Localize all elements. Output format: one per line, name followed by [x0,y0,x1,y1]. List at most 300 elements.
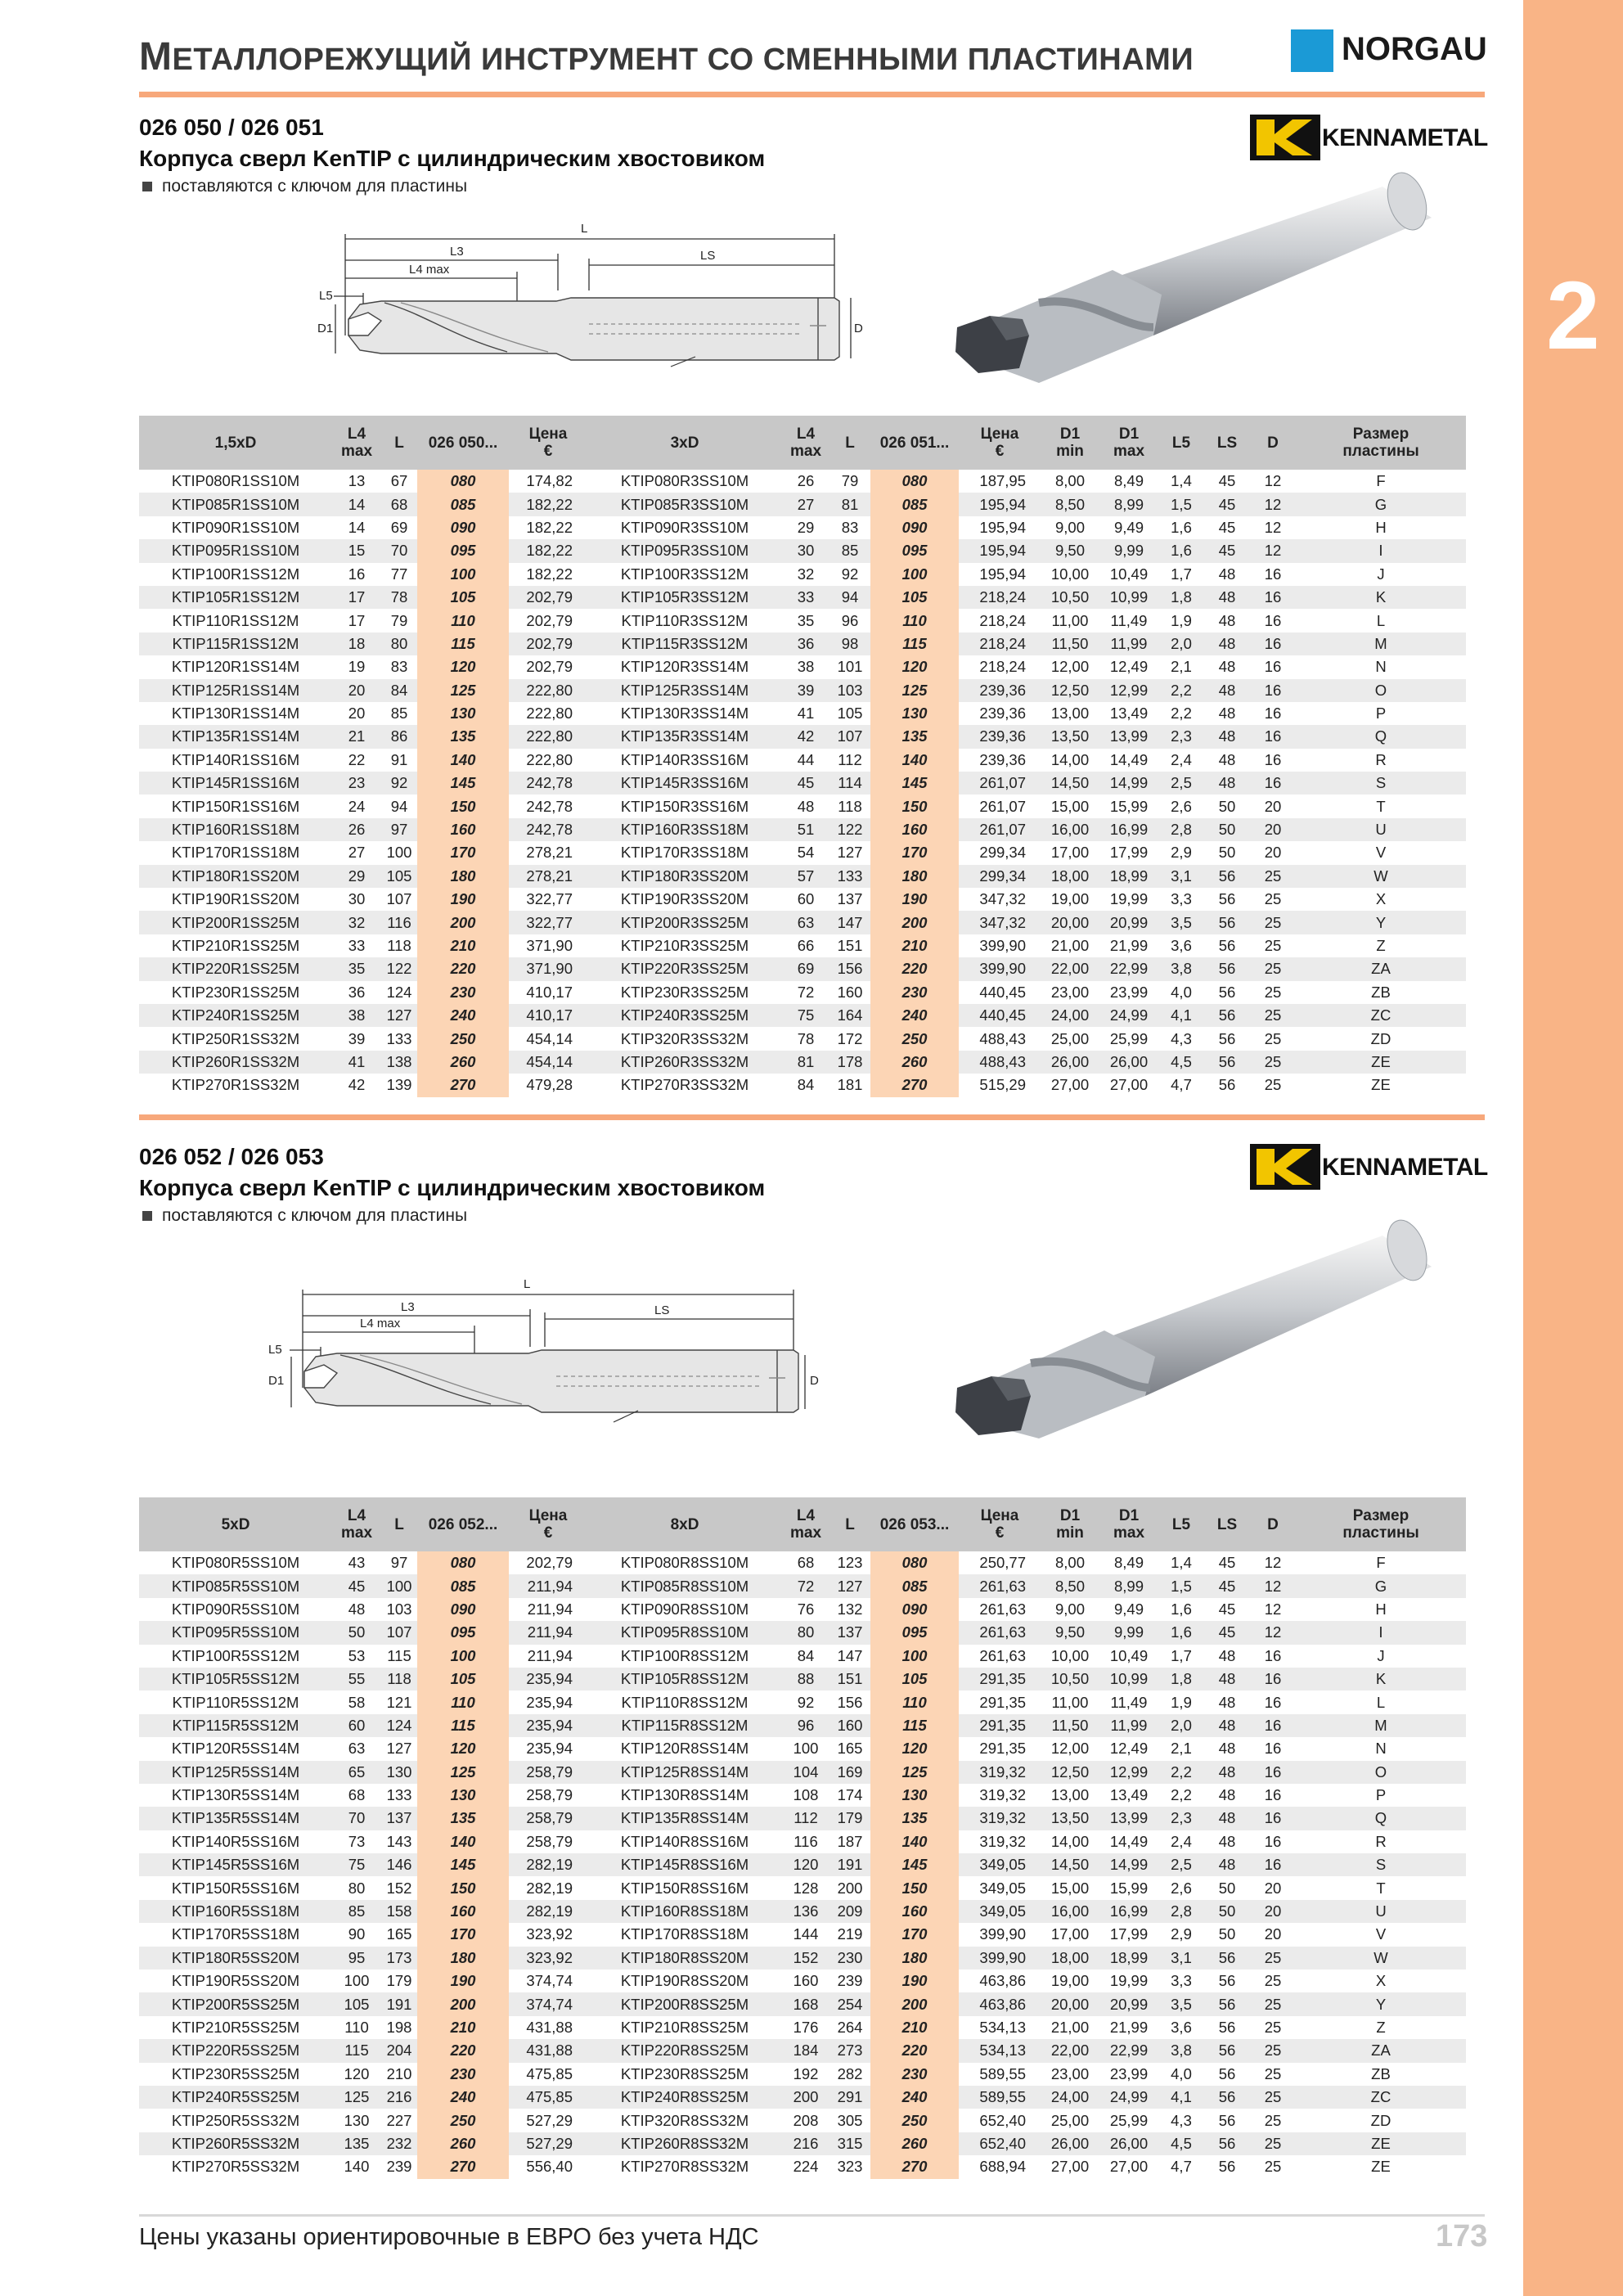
table-cell: 10,99 [1099,1668,1158,1690]
table-cell: 1,6 [1158,539,1204,562]
table-cell: 2,4 [1171,1832,1192,1850]
order-code-cell: 100 [870,1645,959,1668]
table-cell: KTIP160R3SS18M [587,818,782,841]
order-code-cell: 190 [417,1970,509,1992]
table-cell: KTIP115R1SS12M [139,633,332,655]
table-cell: 14 [348,518,366,536]
table-cell: KTIP210R1SS25M [171,937,300,954]
table-cell: 146 [381,1853,417,1876]
table-cell: 151 [829,1668,870,1690]
table-cell: 54 [797,844,815,862]
table-cell: 218,24 [959,586,1041,609]
table-cell: 187,95 [979,472,1026,490]
table-cell: 17,00 [1050,1925,1090,1943]
order-code-cell: 110 [870,609,959,632]
table-cell: 349,05 [959,1900,1041,1923]
bullet-square-icon [142,182,152,191]
table-cell: 202,79 [526,611,573,629]
table-cell: 77 [390,565,408,583]
table-cell: 45 [1204,493,1250,515]
table-cell: W [1296,865,1466,888]
table-cell: 12,00 [1050,658,1090,676]
table-cell: 48 [1218,1646,1236,1664]
table-cell: 3,5 [1158,1992,1204,2015]
table-cell: KTIP090R8SS10M [620,1600,749,1618]
table-cell: 95 [332,1947,381,1970]
table-cell: 38 [797,658,815,676]
table-cell: 127 [386,1740,412,1758]
table-cell: 224 [793,2158,819,2176]
order-code-cell: 190 [417,888,509,911]
table-cell: 299,34 [979,844,1026,862]
table-cell: 53 [348,1646,366,1664]
table-cell: 12 [1264,1554,1282,1572]
table-cell: 9,50 [1041,539,1099,562]
table-cell: KTIP120R3SS14M [620,658,749,676]
table-cell: 90 [348,1925,366,1943]
table-cell: 42 [348,1076,366,1094]
table-cell: 16,00 [1041,818,1099,841]
table-cell: 200 [782,2086,829,2109]
table-cell: 488,43 [959,1051,1041,1074]
column-header: L [829,416,870,470]
table-cell: 235,94 [509,1668,587,1690]
order-code-cell: 080 [870,1551,959,1574]
table-cell: 63 [348,1740,366,1758]
table-cell: 80 [348,1879,366,1897]
table-cell: 319,32 [979,1786,1026,1804]
table-cell: 2,8 [1158,818,1204,841]
dim-label-D: D [810,1374,819,1388]
table-cell: 26 [332,818,381,841]
table-cell: 10,49 [1109,1646,1149,1664]
table-cell: 3,1 [1158,1947,1204,1970]
table-cell: 2,9 [1171,1925,1192,1943]
table-cell: 174,82 [526,472,573,490]
table-cell: KTIP125R8SS14M [587,1761,782,1784]
order-code-cell: 140 [417,749,509,772]
table-cell: 18,99 [1099,865,1158,888]
table-cell: KTIP180R8SS20M [587,1947,782,1970]
table-cell: KTIP190R5SS20M [171,1972,300,1990]
table-cell: 291,35 [959,1714,1041,1737]
table-cell: 187 [837,1832,863,1850]
column-header: Цена € [959,1497,1041,1551]
table-cell: 258,79 [509,1807,587,1830]
table-cell: 26,00 [1099,1051,1158,1074]
table-cell: 56 [1204,2132,1250,2155]
table-cell: 16 [1250,1807,1296,1830]
table-cell: 12 [1264,1600,1282,1618]
table-cell: 18,00 [1041,865,1099,888]
table-cell: 13,49 [1109,1786,1149,1804]
table-cell: KTIP145R5SS16M [139,1853,332,1876]
table-cell: 108 [793,1786,819,1804]
table-cell: 32 [332,911,381,934]
table-cell: KTIP270R1SS32M [171,1076,300,1094]
table-cell: 13,49 [1109,705,1149,723]
table-cell: 12,50 [1041,679,1099,702]
table-cell: 25 [1250,957,1296,980]
table-cell: 100 [793,1740,819,1758]
table-cell: 97 [381,818,417,841]
table-cell: 98 [829,633,870,655]
table-cell: 50 [1218,1925,1236,1943]
table-cell: 25 [1250,911,1296,934]
table-cell: 160 [837,983,863,1001]
table-cell: KTIP200R1SS25M [139,911,332,934]
table-cell: 139 [386,1076,412,1094]
table-cell: 25 [1264,983,1282,1001]
table-cell: 151 [837,937,863,954]
table-cell: 14,99 [1099,1853,1158,1876]
table-cell: 23,99 [1109,2064,1149,2082]
table-cell: ZC [1296,1004,1466,1027]
table-cell: 4,7 [1171,1076,1192,1094]
table-cell: KTIP145R3SS16M [587,772,782,795]
column-header: L [381,1497,417,1551]
table-cell: KTIP240R3SS25M [587,1004,782,1027]
table-cell: 78 [797,1029,815,1047]
table-cell: KTIP130R3SS14M [620,705,749,723]
table-cell: 96 [841,611,859,629]
table-cell: KTIP090R3SS10M [620,518,749,536]
table-cell: KTIP160R8SS18M [587,1900,782,1923]
table-cell: KTIP320R3SS32M [620,1029,749,1047]
order-code-cell: 270 [870,1074,959,1096]
table-cell: 1,7 [1171,565,1192,583]
table-cell: 261,63 [959,1621,1041,1644]
table-cell: 48 [1204,633,1250,655]
table-cell: 45 [1204,1621,1250,1644]
table-cell: 250,77 [979,1554,1026,1572]
table-cell: 120 [344,2064,370,2082]
table-cell: 211,94 [527,1600,573,1618]
column-header: 1,5xD [139,416,332,470]
table-cell: 16 [1264,1786,1282,1804]
table-row [139,1027,1466,1050]
order-code-cell: 170 [870,841,959,864]
table-cell: 130 [381,1761,417,1784]
table-cell: 135 [332,2132,381,2155]
table-cell: 347,32 [959,911,1041,934]
table-cell: J [1377,1646,1385,1664]
table-cell: 25 [1250,1947,1296,1970]
table-cell: R [1375,750,1387,768]
table-cell: 130 [344,2111,370,2129]
table-cell: 20 [348,705,366,723]
table-cell: 2,1 [1171,1740,1192,1758]
table-cell: 21,99 [1109,937,1149,954]
table-cell: 57 [782,865,829,888]
table-cell: 158 [381,1900,417,1923]
table-row [139,1947,1466,1970]
table-cell: 165 [386,1925,412,1943]
table-cell: 399,90 [959,1947,1041,1970]
table-cell: 195,94 [959,493,1041,515]
table-cell: 79 [841,472,859,490]
table-row [139,1690,1466,1713]
table-cell: 16 [1264,1693,1282,1711]
table-cell: KTIP250R1SS32M [171,1029,300,1047]
table-cell: 179 [829,1807,870,1830]
table-cell: L [1376,1693,1386,1711]
order-code-cell: 200 [417,911,509,934]
column-header: 3xD [587,416,782,470]
kennametal-logo-text: KENNAMETAL [1322,124,1488,151]
table-cell: 195,94 [959,539,1041,562]
column-header: LS [1204,1497,1250,1551]
order-code-cell: 105 [870,586,959,609]
table-cell: 192 [793,2064,819,2082]
table-cell: 1,9 [1171,611,1192,629]
order-code-cell: 210 [870,934,959,957]
order-code-cell: 100 [417,563,509,586]
table-cell: 147 [837,1646,863,1664]
table-cell: P [1375,705,1387,723]
table-cell: 50 [1218,844,1236,862]
table-cell: 56 [1218,2111,1236,2129]
table-cell: X [1375,890,1387,908]
table-cell: KTIP210R5SS25M [171,2019,300,2036]
table-cell: 258,79 [526,1832,573,1850]
table-row [139,1923,1466,1946]
table-cell: 43 [348,1554,366,1572]
table-cell: 349,05 [959,1853,1041,1876]
table-cell: 14,50 [1041,772,1099,795]
table-cell: 2,2 [1158,679,1204,702]
table-cell: KTIP080R8SS10M [620,1554,749,1572]
order-code-cell: 230 [417,981,509,1004]
table-row [139,1074,1466,1096]
section2-note [142,1206,467,1226]
table-cell: KTIP100R3SS12M [620,565,749,583]
drill-dimension-diagram-2 [262,1265,834,1429]
table-cell: 261,63 [979,1646,1026,1664]
dim-label-D: D [854,322,863,335]
table-cell: 16 [1264,1832,1282,1850]
table-cell: 239,36 [979,750,1026,768]
table-cell: KTIP200R5SS25M [139,1992,332,2015]
table-cell: 515,29 [979,1076,1026,1094]
table-cell: 11,50 [1041,633,1099,655]
table-cell: 152 [386,1879,412,1897]
table-cell: 12,50 [1041,1761,1099,1784]
table-cell: 27,00 [1109,1076,1149,1094]
table-cell: 30 [348,890,366,908]
table-row [139,1051,1466,1074]
table-cell: 35 [797,611,815,629]
table-cell: 16 [1250,725,1296,748]
table-cell: KTIP095R5SS10M [139,1621,332,1644]
table-cell: 1,6 [1171,518,1192,536]
order-code-cell: 150 [870,1876,959,1899]
table-cell: 110 [344,2019,369,2036]
table-cell: 282 [837,2064,863,2082]
table-cell: 218,24 [979,658,1026,676]
table-cell: 10,50 [1041,586,1099,609]
table-cell: 65 [332,1761,381,1784]
table-cell: 178 [829,1051,870,1074]
order-code-cell: 150 [417,1876,509,1899]
table-cell: 2,4 [1171,750,1192,768]
table-cell: 127 [381,1004,417,1027]
column-header: LS [1204,416,1250,470]
table-cell: O [1296,679,1466,702]
table-cell: 105 [837,705,863,723]
table-cell: 2,5 [1158,1853,1204,1876]
table-cell: 202,79 [509,586,587,609]
table-cell: J [1377,565,1385,583]
table-cell: 12,99 [1099,679,1158,702]
table-cell: W [1296,1947,1466,1970]
table-cell: 3,6 [1171,937,1192,954]
table-cell: 239,36 [959,679,1041,702]
table-cell: 9,99 [1099,539,1158,562]
table-cell: O [1296,1761,1466,1784]
table-cell: KTIP200R8SS25M [587,1992,782,2015]
table-cell: 322,77 [526,890,573,908]
order-code-cell: 100 [417,1645,509,1668]
table-cell: 174 [837,1786,863,1804]
table-cell: 33 [782,586,829,609]
table-cell: 56 [1218,2019,1236,2036]
table-cell: 156 [837,1693,863,1711]
table-cell: 15 [332,539,381,562]
kennametal-logo-text: KENNAMETAL [1322,1154,1488,1181]
table-cell: 144 [793,1925,819,1943]
table-cell: KTIP100R5SS12M [171,1646,300,1664]
order-code-cell: 085 [870,1574,959,1597]
table-cell: 125 [332,2086,381,2109]
table-cell: KTIP240R8SS25M [587,2086,782,2109]
table-cell: 17,99 [1109,844,1149,862]
order-code-cell: 145 [870,1853,959,1876]
table-cell: F [1376,1554,1386,1572]
table-cell: Q [1296,725,1466,748]
table-cell: KTIP085R1SS10M [139,493,332,515]
table-cell: 116 [381,911,417,934]
table-cell: F [1376,472,1386,490]
table-cell: KTIP260R8SS32M [587,2132,782,2155]
table-cell: 128 [793,1879,819,1897]
table-cell: 652,40 [979,2111,1026,2129]
table-cell: KTIP180R3SS20M [587,865,782,888]
kennametal-logo [1250,1144,1487,1190]
table-cell: 127 [837,844,863,862]
order-code-cell: 130 [417,702,509,725]
table-cell: 94 [390,797,408,815]
table-cell: 11,49 [1110,611,1148,629]
table-row [139,1621,1466,1644]
table-cell: V [1375,1925,1387,1943]
table-cell: 20 [1264,1925,1282,1943]
table-cell: 242,78 [509,818,587,841]
table-cell: KTIP105R5SS12M [139,1668,332,1690]
table-cell: 4,0 [1171,983,1192,1001]
table-row [139,2132,1466,2155]
table-cell: 16,99 [1099,1900,1158,1923]
table-cell: 488,43 [979,1029,1026,1047]
table-cell: Y [1296,911,1466,934]
order-code-cell: 130 [417,1784,509,1807]
table-cell: 454,14 [526,1029,573,1047]
table-cell: 10,49 [1109,565,1149,583]
table-cell: ZD [1370,1029,1391,1047]
order-code-cell: 220 [417,2039,509,2062]
table-cell: 181 [837,1076,863,1094]
table-cell: 323,92 [526,1925,573,1943]
order-code-cell: 190 [870,888,959,911]
table-cell: K [1296,1668,1466,1690]
table-cell: 261,07 [959,772,1041,795]
column-header: D1 max [1099,1497,1158,1551]
table-cell: 8,00 [1054,472,1085,490]
table-cell: 41 [797,705,815,723]
table-cell: 124 [386,983,412,1001]
order-code-cell: 220 [417,957,509,980]
table-cell: 11,49 [1110,1693,1148,1711]
order-code-cell: 145 [870,772,959,795]
table-cell: 27 [782,493,829,515]
table-cell: 16 [1250,1761,1296,1784]
order-code-cell: 115 [417,1714,509,1737]
table-cell: KTIP105R1SS12M [139,586,332,609]
table-cell: KTIP140R5SS16M [171,1832,300,1850]
table-cell: 20,00 [1041,1992,1099,2015]
table-cell: 160 [829,1714,870,1737]
table-cell: 69 [782,957,829,980]
table-cell: 218,24 [959,633,1041,655]
table-cell: 12,49 [1109,1740,1149,1758]
table-cell: KTIP105R3SS12M [587,586,782,609]
table-cell: 91 [390,750,408,768]
table-cell: 25 [1264,2111,1282,2129]
table-cell: 475,85 [509,2086,587,2109]
table-cell: 479,28 [526,1076,573,1094]
table-row [139,1853,1466,1876]
order-code-cell: 080 [870,470,959,493]
table-cell: 36 [782,633,829,655]
kennametal-k-icon [1250,115,1320,160]
table-cell: 278,21 [509,865,587,888]
table-cell: 9,50 [1041,1621,1099,1644]
table-cell: 17 [348,611,366,629]
table-cell: 115 [387,1646,411,1664]
table-cell: 48 [1218,658,1236,676]
table-cell: KTIP090R1SS10M [171,518,300,536]
table-cell: 25 [1250,2132,1296,2155]
table-cell: G [1296,1574,1466,1597]
order-code-cell: 250 [417,2109,509,2132]
order-code-cell: 135 [870,1807,959,1830]
table-cell: 323 [837,2158,863,2176]
table-cell: 410,17 [509,1004,587,1027]
section1-note-text: поставляются с ключом для пластины [162,177,468,196]
table-cell: 222,80 [509,679,587,702]
table-cell: 48 [1218,705,1236,723]
page-number: 173 [1436,2219,1488,2253]
table-cell: 9,00 [1054,518,1085,536]
table-row [139,1004,1466,1027]
order-code-cell: 095 [417,539,509,562]
table-cell: 12 [1250,493,1296,515]
table-cell: 133 [829,865,870,888]
table-cell: 122 [829,818,870,841]
table-row [139,1900,1466,1923]
table-cell: KTIP160R5SS18M [139,1900,332,1923]
table-cell: 105 [332,1992,381,2015]
